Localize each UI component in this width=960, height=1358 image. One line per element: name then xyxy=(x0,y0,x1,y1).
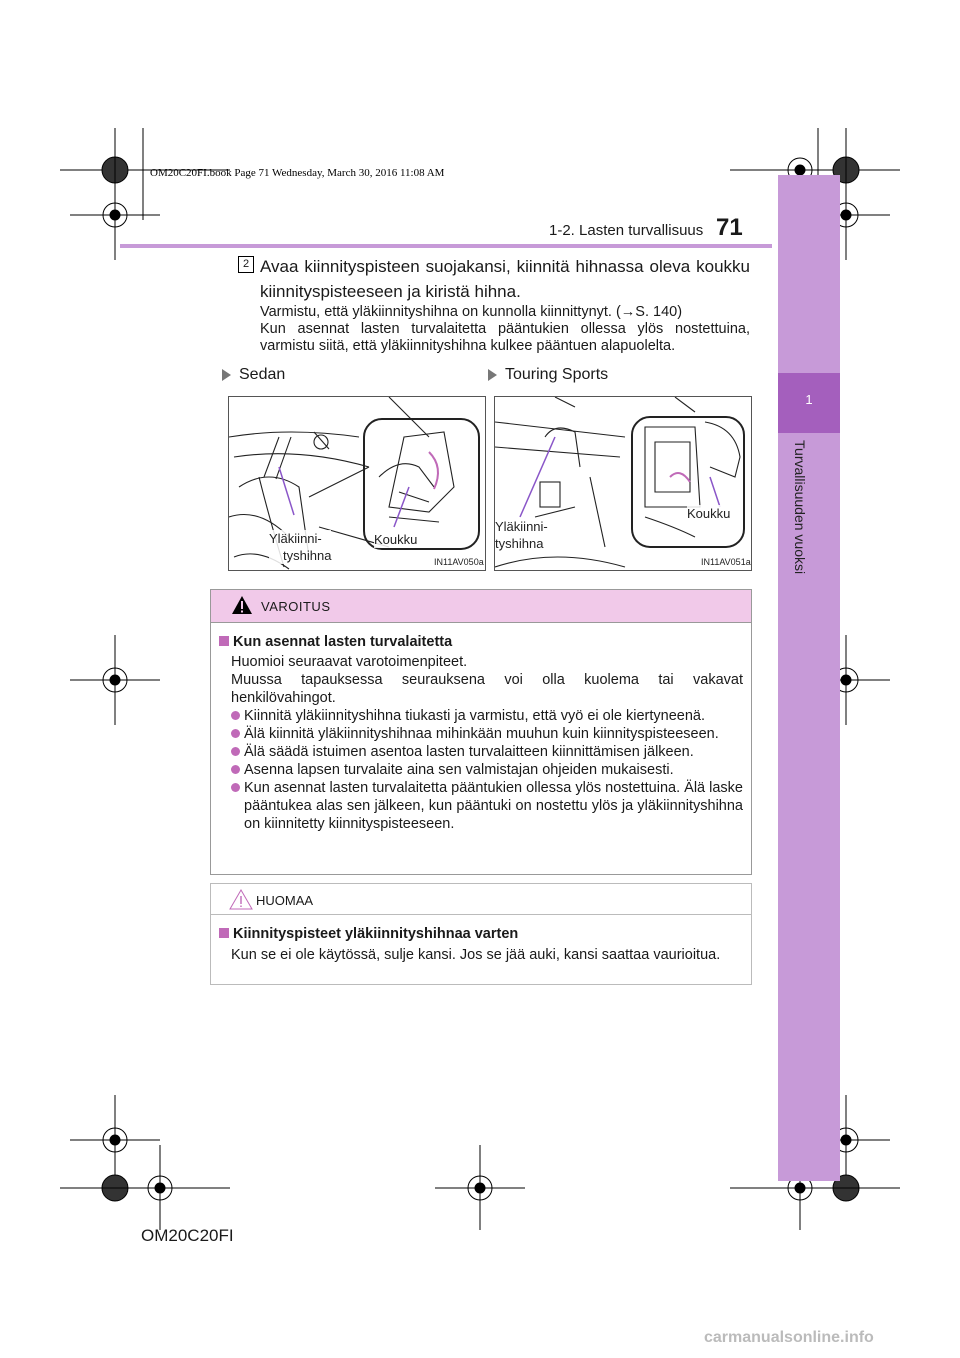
caption-arrow-icon xyxy=(488,369,497,381)
label-hook: Koukku xyxy=(687,506,731,521)
notice-header xyxy=(211,884,751,915)
step-note xyxy=(260,304,750,355)
square-bullet-icon xyxy=(219,928,229,938)
sedan-illustration xyxy=(229,397,485,570)
chapter-tab-bottom xyxy=(778,433,840,1181)
figure-caption-sedan: Sedan xyxy=(222,366,285,384)
warning-intro-1: Huomioi seuraavat varotoimenpiteet. xyxy=(231,654,468,670)
figure-code: IN11AV050a xyxy=(434,557,484,567)
notice-box xyxy=(210,883,752,985)
warning-bullet: Älä kiinnitä yläkiinnityshihnaa mihinkään muuhun kuin kiinnityspisteeseen. xyxy=(219,725,743,743)
warning-bullet: Kiinnitä yläkiinnityshihna tiukasti ja varmistu, että vyö ei ole kiertyneenä. xyxy=(219,707,743,725)
figure-touring-sports xyxy=(494,396,752,571)
warning-bullet: Asenna lapsen turvalaite aina sen valmistajan ohjeiden mukaisesti. xyxy=(219,761,743,779)
chapter-title: Turvallisuuden vuoksi xyxy=(792,440,808,575)
warning-title: VAROITUS xyxy=(261,599,331,614)
warning-heading: Kun asennat lasten turvalaitetta xyxy=(219,633,743,651)
header-rule xyxy=(120,244,772,248)
dot-bullet-icon xyxy=(231,747,240,756)
notice-text: Kun se ei ole käytössä, sulje kansi. Jos se jää auki, kansi saattaa vaurioitua. xyxy=(231,947,721,963)
warning-bullet: Älä säädä istuimen asentoa lasten turvalaitteen kiinnittämisen jälkeen. xyxy=(219,743,743,761)
step-note-line-2: Kun asennat lasten turvalaitetta pääntukien ollessa ylös nostettuina, varmistu siitä, että yläkiinnityshihna kulkee pääntuen alapuolelta. xyxy=(260,321,750,354)
label-top-tether-strap: Yläkiinni- tyshihna xyxy=(495,519,548,551)
dot-bullet-icon xyxy=(231,783,240,792)
label-hook: Koukku xyxy=(374,532,418,547)
square-bullet-icon xyxy=(219,636,229,646)
step-note-line-1: Varmistu, että yläkiinnityshihna on kunnolla kiinnittynyt. (→S. 140) xyxy=(260,304,683,320)
chapter-number: 1 xyxy=(805,392,813,407)
warning-intro-2: Muussa tapauksessa seurauksena voi olla kuolema tai vakavat henkilövahingot. xyxy=(231,672,743,706)
dot-bullet-icon xyxy=(231,711,240,720)
caption-arrow-icon xyxy=(222,369,231,381)
notice-heading: Kiinnityspisteet yläkiinnityshihnaa varten xyxy=(219,925,743,943)
dot-bullet-icon xyxy=(231,765,240,774)
page-number: 71 xyxy=(716,214,743,241)
step-text: Avaa kiinnityspisteen suojakansi, kiinnitä hihnassa oleva koukku kiinnityspisteeseen ja kiristä hihna. xyxy=(260,257,750,301)
warning-header xyxy=(211,590,751,623)
manual-code: OM20C20FI xyxy=(141,1226,234,1245)
chapter-tab-top xyxy=(778,175,840,373)
section-title: 1-2. Lasten turvallisuus xyxy=(549,222,704,239)
notice-triangle-icon xyxy=(229,889,253,910)
figure-sedan xyxy=(228,396,486,571)
warning-bullet: Kun asennat lasten turvalaitetta pääntukien ollessa ylös nostettuina. Älä laske pääntukea alas sen jälkeen, kun pääntuki on nostettu ylös ja yläkiinnityshihna on kiinnitetty kiinnityspisteeseen. xyxy=(219,779,743,833)
notice-body xyxy=(211,915,751,964)
warning-box xyxy=(210,589,752,875)
dot-bullet-icon xyxy=(231,729,240,738)
book-info-line: OM20C20FI.book Page 71 Wednesday, March 30, 2016 11:08 AM xyxy=(150,167,445,179)
label-top-tether-strap: Yläkiinni- tyshihna xyxy=(269,531,332,563)
watermark: carmanualsonline.info xyxy=(704,1329,874,1346)
figure-code: IN11AV051a xyxy=(701,557,751,567)
step-number: 2 xyxy=(238,256,254,273)
figure-caption-touring: Touring Sports xyxy=(488,366,608,384)
warning-body xyxy=(211,623,751,833)
notice-title: HUOMAA xyxy=(256,893,314,908)
warning-triangle-icon xyxy=(231,595,253,615)
